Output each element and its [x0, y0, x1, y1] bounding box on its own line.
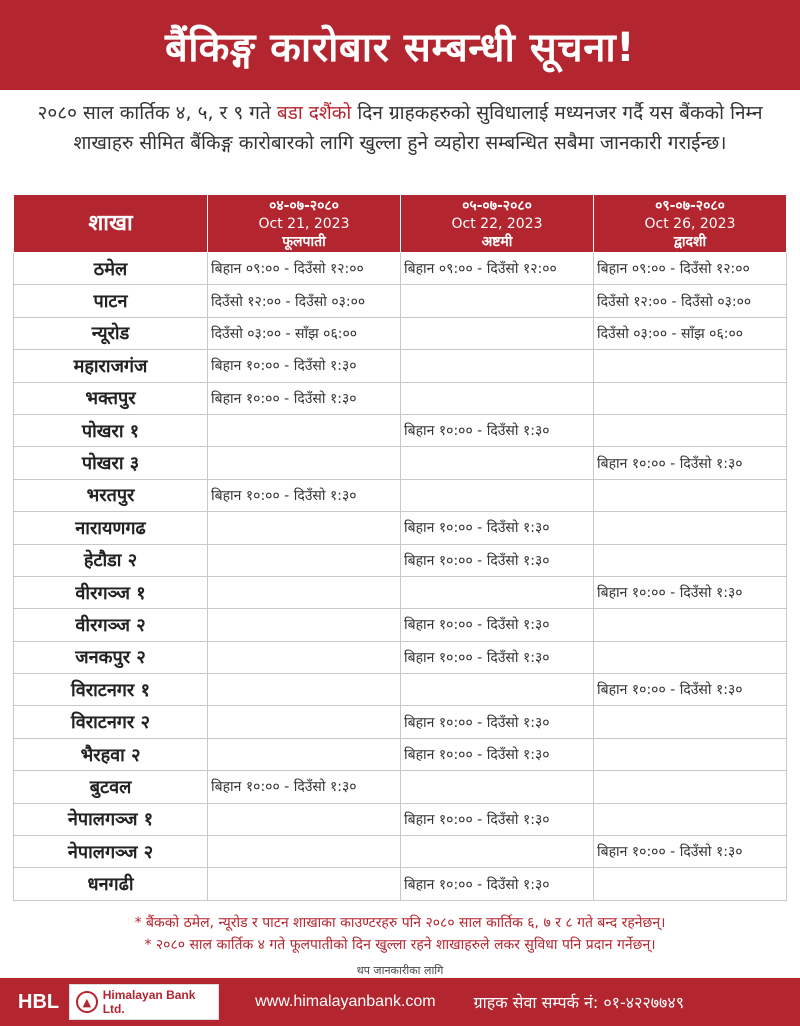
title-banner — [0, 0, 800, 90]
hbl-abbrev: HBL — [18, 990, 60, 1013]
time-cell — [594, 609, 787, 641]
table-row — [14, 544, 787, 576]
table-row — [14, 512, 787, 544]
time-cell — [594, 479, 787, 511]
branch-cell: नेपालगञ्ज १ — [14, 803, 208, 835]
branch-cell: नारायणगढ — [14, 512, 208, 544]
branch-cell: ठमेल — [14, 253, 208, 285]
time-cell — [208, 609, 401, 641]
branch-cell: पोखरा १ — [14, 414, 208, 446]
date-column-header-3 — [594, 195, 787, 253]
time-cell — [594, 544, 787, 576]
time-cell — [208, 803, 401, 835]
time-cell: बिहान १०:०० - दिउँसो १:३० — [401, 706, 594, 738]
time-cell — [208, 706, 401, 738]
branch-cell: पाटन — [14, 285, 208, 317]
date-column-header-1 — [208, 195, 401, 253]
time-cell: बिहान १०:०० - दिउँसो १:३० — [594, 576, 787, 608]
time-cell — [594, 771, 787, 803]
time-cell — [208, 738, 401, 770]
footnote-1: * बैंकको ठमेल, न्यूरोड र पाटन शाखाका काउण्टरहरु पनि २०८० साल कार्तिक ६, ७ र ८ गते बन्द रहनेछन्। — [134, 915, 666, 931]
table-row — [14, 414, 787, 446]
time-cell — [401, 350, 594, 382]
table-row — [14, 479, 787, 511]
time-cell: दिउँसो ०३:०० - साँझ ०६:०० — [208, 317, 401, 349]
branch-cell: विराटनगर १ — [14, 674, 208, 706]
branch-cell: धनगढी — [14, 868, 208, 900]
time-cell: बिहान ०९:०० - दिउँसो १२:०० — [208, 253, 401, 285]
time-cell: बिहान १०:०० - दिउँसो १:३० — [401, 609, 594, 641]
time-cell: बिहान १०:०० - दिउँसो १:३० — [401, 512, 594, 544]
bank-logo-icon: ▲ — [76, 991, 98, 1013]
branch-cell: भक्तपुर — [14, 382, 208, 414]
festival-day: द्वादशी — [673, 233, 707, 250]
time-cell: बिहान १०:०० - दिउँसो १:३० — [401, 803, 594, 835]
time-cell — [594, 641, 787, 673]
branch-cell: न्यूरोड — [14, 317, 208, 349]
time-cell — [401, 285, 594, 317]
table-row — [14, 382, 787, 414]
nep-date: ०९-०७-२०८० — [655, 197, 725, 214]
table-row — [14, 738, 787, 770]
table-row — [14, 836, 787, 868]
more-info-label: थप जानकारीका लागि — [356, 964, 444, 977]
table-row — [14, 868, 787, 900]
bank-logo — [69, 984, 219, 1020]
time-cell — [594, 382, 787, 414]
time-cell — [401, 479, 594, 511]
branch-cell: नेपालगञ्ज २ — [14, 836, 208, 868]
footer-bar — [0, 978, 800, 1026]
nep-date: ०४-०७-२०८० — [269, 197, 339, 214]
footnote-2: * २०८० साल कार्तिक ४ गते फूलपातीको दिन खुल्ला रहने शाखाहरुले लकर सुविधा पनि प्रदान गर्नेछन्। — [144, 937, 656, 953]
branch-cell: महाराजगंज — [14, 350, 208, 382]
time-cell: दिउँसो १२:०० - दिउँसो ०३:०० — [594, 285, 787, 317]
branch-column-header: शाखा — [14, 195, 208, 253]
time-cell — [208, 674, 401, 706]
time-cell — [401, 771, 594, 803]
table-row — [14, 771, 787, 803]
time-cell — [594, 350, 787, 382]
time-cell: बिहान १०:०० - दिउँसो १:३० — [401, 414, 594, 446]
branch-cell: भरतपुर — [14, 479, 208, 511]
festival-day: फूलपाती — [282, 233, 326, 250]
time-cell — [401, 447, 594, 479]
time-cell — [401, 674, 594, 706]
time-cell: बिहान १०:०० - दिउँसो १:३० — [401, 868, 594, 900]
footnotes — [20, 912, 780, 956]
branch-cell: विराटनगर २ — [14, 706, 208, 738]
page-title: बैंकिङ्ग कारोबार सम्बन्धी सूचना! — [164, 24, 636, 71]
branch-cell: भैरहवा २ — [14, 738, 208, 770]
time-cell: दिउँसो १२:०० - दिउँसो ०३:०० — [208, 285, 401, 317]
time-cell — [208, 544, 401, 576]
time-cell — [208, 512, 401, 544]
table-header-row — [14, 195, 787, 253]
intro-text-2: दिन ग्राहकहरुको सुविधालाई मध्यनजर गर्दै यस बैंकको निम्न शाखाहरु सीमित बैंकिङ्ग कारोबारको लागि खुल्ला हुने व्यहोरा सम्बन्धित सबैमा जानकारी गराईन्छ। — [73, 102, 763, 154]
time-cell — [401, 382, 594, 414]
time-cell: बिहान १०:०० - दिउँसो १:३० — [208, 382, 401, 414]
time-cell — [208, 836, 401, 868]
time-cell — [208, 868, 401, 900]
time-cell: बिहान १०:०० - दिउँसो १:३० — [208, 350, 401, 382]
time-cell: बिहान १०:०० - दिउँसो १:३० — [594, 836, 787, 868]
branch-cell: वीरगञ्ज २ — [14, 609, 208, 641]
time-cell — [594, 868, 787, 900]
time-cell — [401, 317, 594, 349]
intro-highlight: बडा दशैंको — [276, 102, 352, 124]
table-row — [14, 253, 787, 285]
time-cell — [208, 447, 401, 479]
branch-cell: हेटौडा २ — [14, 544, 208, 576]
date-column-header-2 — [401, 195, 594, 253]
time-cell — [594, 738, 787, 770]
schedule-table — [13, 194, 787, 901]
time-cell — [208, 414, 401, 446]
table-row — [14, 350, 787, 382]
time-cell: बिहान १०:०० - दिउँसो १:३० — [594, 674, 787, 706]
time-cell: बिहान ०९:०० - दिउँसो १२:०० — [401, 253, 594, 285]
bank-name: Himalayan Bank Ltd. — [102, 988, 196, 1016]
table-row — [14, 285, 787, 317]
branch-cell: पोखरा ३ — [14, 447, 208, 479]
table-row — [14, 447, 787, 479]
website-link[interactable]: www.himalayanbank.com — [255, 993, 436, 1010]
time-cell — [594, 414, 787, 446]
customer-service-contact: ग्राहक सेवा सम्पर्क नं: ०१-४२२७७४९ — [473, 993, 685, 1012]
nep-date: ०५-०७-२०८० — [462, 197, 532, 214]
time-cell: बिहान १०:०० - दिउँसो १:३० — [401, 738, 594, 770]
table-row — [14, 609, 787, 641]
table-row — [14, 803, 787, 835]
time-cell: दिउँसो ०३:०० - साँझ ०६:०० — [594, 317, 787, 349]
table-row — [14, 576, 787, 608]
festival-day: अष्टमी — [481, 233, 513, 250]
time-cell — [594, 706, 787, 738]
time-cell — [401, 576, 594, 608]
intro-text-1: २०८० साल कार्तिक ४, ५, र ९ गते — [37, 102, 277, 124]
time-cell — [594, 512, 787, 544]
table-row — [14, 641, 787, 673]
time-cell — [208, 576, 401, 608]
eng-date: Oct 26, 2023 — [644, 215, 736, 232]
table-row — [14, 706, 787, 738]
time-cell — [401, 836, 594, 868]
time-cell: बिहान १०:०० - दिउँसो १:३० — [401, 641, 594, 673]
branch-cell: बुटवल — [14, 771, 208, 803]
time-cell: बिहान १०:०० - दिउँसो १:३० — [208, 771, 401, 803]
table-row — [14, 317, 787, 349]
intro-paragraph — [20, 98, 780, 158]
eng-date: Oct 22, 2023 — [451, 215, 543, 232]
time-cell: बिहान १०:०० - दिउँसो १:३० — [401, 544, 594, 576]
time-cell: बिहान १०:०० - दिउँसो १:३० — [208, 479, 401, 511]
table-row — [14, 674, 787, 706]
branch-cell: जनकपुर २ — [14, 641, 208, 673]
eng-date: Oct 21, 2023 — [258, 215, 350, 232]
time-cell: बिहान १०:०० - दिउँसो १:३० — [594, 447, 787, 479]
time-cell: बिहान ०९:०० - दिउँसो १२:०० — [594, 253, 787, 285]
branch-cell: वीरगञ्ज १ — [14, 576, 208, 608]
time-cell — [208, 641, 401, 673]
time-cell — [594, 803, 787, 835]
